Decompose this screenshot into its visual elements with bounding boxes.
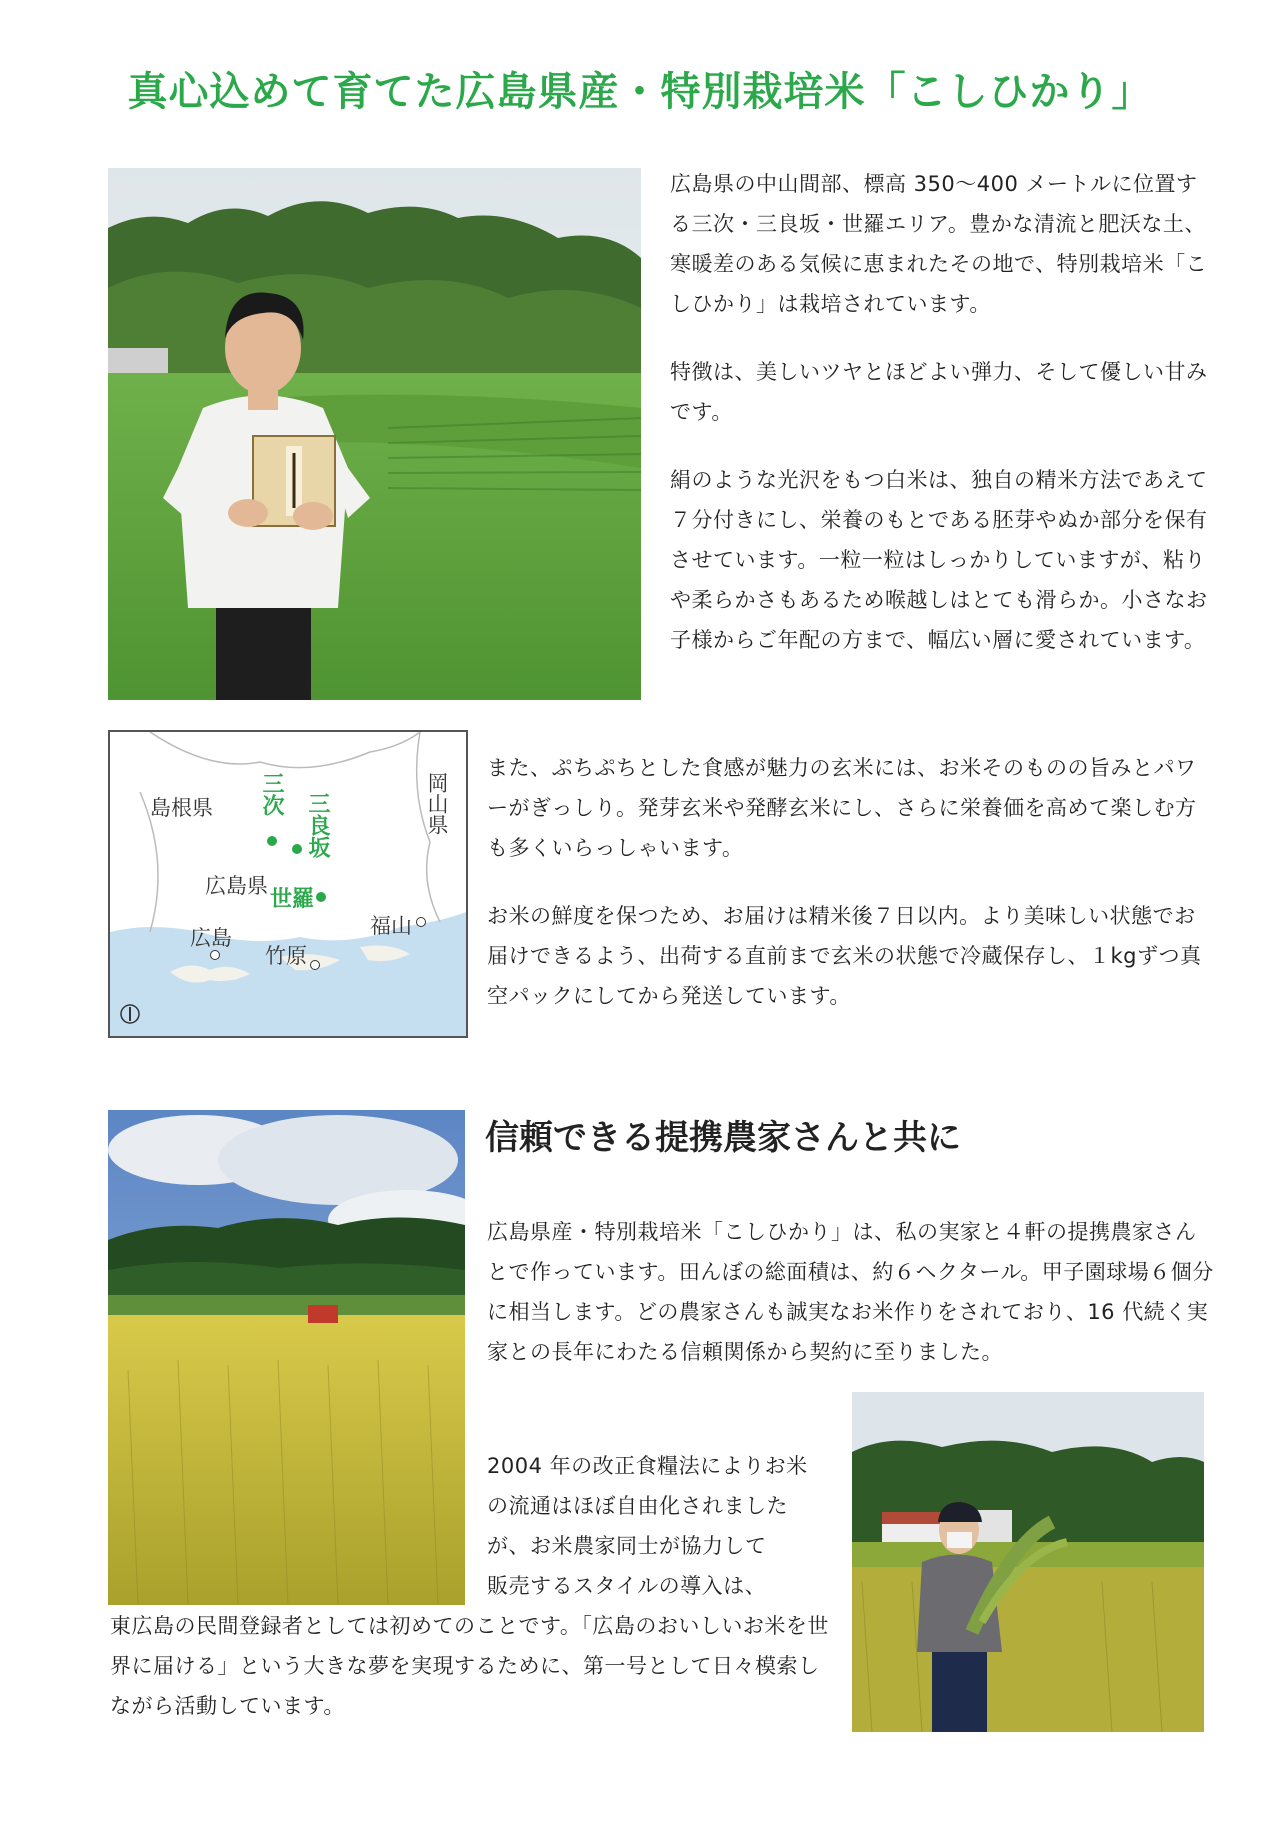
map-dot-fukuyama	[416, 917, 426, 927]
page-title: 真心込めて育てた広島県産・特別栽培米「こしひかり」	[127, 69, 1153, 115]
deregulation-line-3: が、お米農家同士が協力して	[487, 1534, 767, 1558]
map-dot-miyoshi	[267, 836, 277, 846]
region-map	[108, 730, 468, 1038]
map-dot-mirasaka	[292, 844, 302, 854]
map-label-hiroshima-prefecture: 広島県	[205, 874, 268, 898]
brown-rice-paragraph: また、ぷちぷちとした食感が魅力の玄米には、お米そのものの旨みとパワーがぎっしり。発芽玄米や発酵玄米にし、さらに栄養価を高めて楽しむ方も多くいらっしゃいます。	[487, 756, 1197, 860]
map-label-shimane: 島根県	[150, 796, 213, 820]
farmer-with-rice-photo	[108, 168, 641, 700]
mission-paragraph: 東広島の民間登録者としては初めてのことです。「広島のおいしいお米を世界に届ける」という大きな夢を実現するために、第一号として日々模索しながら活動しています。	[110, 1614, 829, 1718]
map-label-hiroshima: 広島	[190, 926, 232, 950]
brown-rice-text	[487, 748, 1217, 1016]
map-label-takehara: 竹原	[265, 944, 307, 968]
intro-paragraph-2: 特徴は、美しいツヤとほどよい弾力、そして優しい甘みです。	[670, 360, 1208, 424]
map-label-mirasaka: 三良坂	[305, 792, 330, 858]
intro-text	[670, 164, 1215, 660]
farmer-harvest-photo	[852, 1392, 1204, 1732]
freshness-paragraph: お米の鮮度を保つため、お届けは精米後７日以内。より美味しい状態でお届けできるよう、出荷する直前まで玄米の状態で冷蔵保存し、１kgずつ真空パックにしてから発送しています。	[487, 904, 1202, 1008]
map-label-miyoshi: 三次	[259, 772, 284, 816]
map-dot-takehara	[310, 960, 320, 970]
map-dot-sera	[316, 892, 326, 902]
map-dot-hiroshima	[210, 950, 220, 960]
partner-farms-text	[487, 1212, 1217, 1372]
section-heading: 信頼できる提携農家さんと共に	[485, 1118, 961, 1158]
mission-text	[110, 1606, 840, 1726]
partner-farms-paragraph: 広島県産・特別栽培米「こしひかり」は、私の実家と４軒の提携農家さんとで作っています。田んぼの総面積は、約６ヘクタール。甲子園球場６個分に相当します。どの農家さんも誠実なお米作りをされており、16 代続く実家との長年にわたる信頼関係から契約に至りました。	[487, 1220, 1214, 1364]
map-label-sera: 世羅	[270, 887, 315, 912]
map-label-okayama: 岡山県	[425, 772, 449, 835]
map-label-fukuyama: 福山	[370, 914, 412, 938]
deregulation-line-2: の流通はほぼ自由化されました	[487, 1494, 788, 1518]
intro-paragraph-1: 広島県の中山間部、標高 350～400 メートルに位置する三次・三良坂・世羅エリア。豊かな清流と肥沃な土、寒暖差のある気候に恵まれたその地で、特別栽培米「こしひかり」は栽培されています。	[670, 172, 1208, 316]
deregulation-line-1: 2004 年の改正食糧法によりお米	[487, 1454, 808, 1478]
intro-paragraph-3: 絹のような光沢をもつ白米は、独自の精米方法であえて７分付きにし、栄養のもとである胚芽やぬか部分を保有させています。一粒一粒はしっかりしていますが、粘りや柔らかさもあるため喉越しはとても滑らか。小さなお子様からご年配の方まで、幅広い層に愛されています。	[670, 468, 1208, 652]
rice-field-photo	[108, 1110, 465, 1605]
deregulation-text	[487, 1446, 847, 1606]
deregulation-line-4: 販売するスタイルの導入は、	[487, 1574, 767, 1598]
